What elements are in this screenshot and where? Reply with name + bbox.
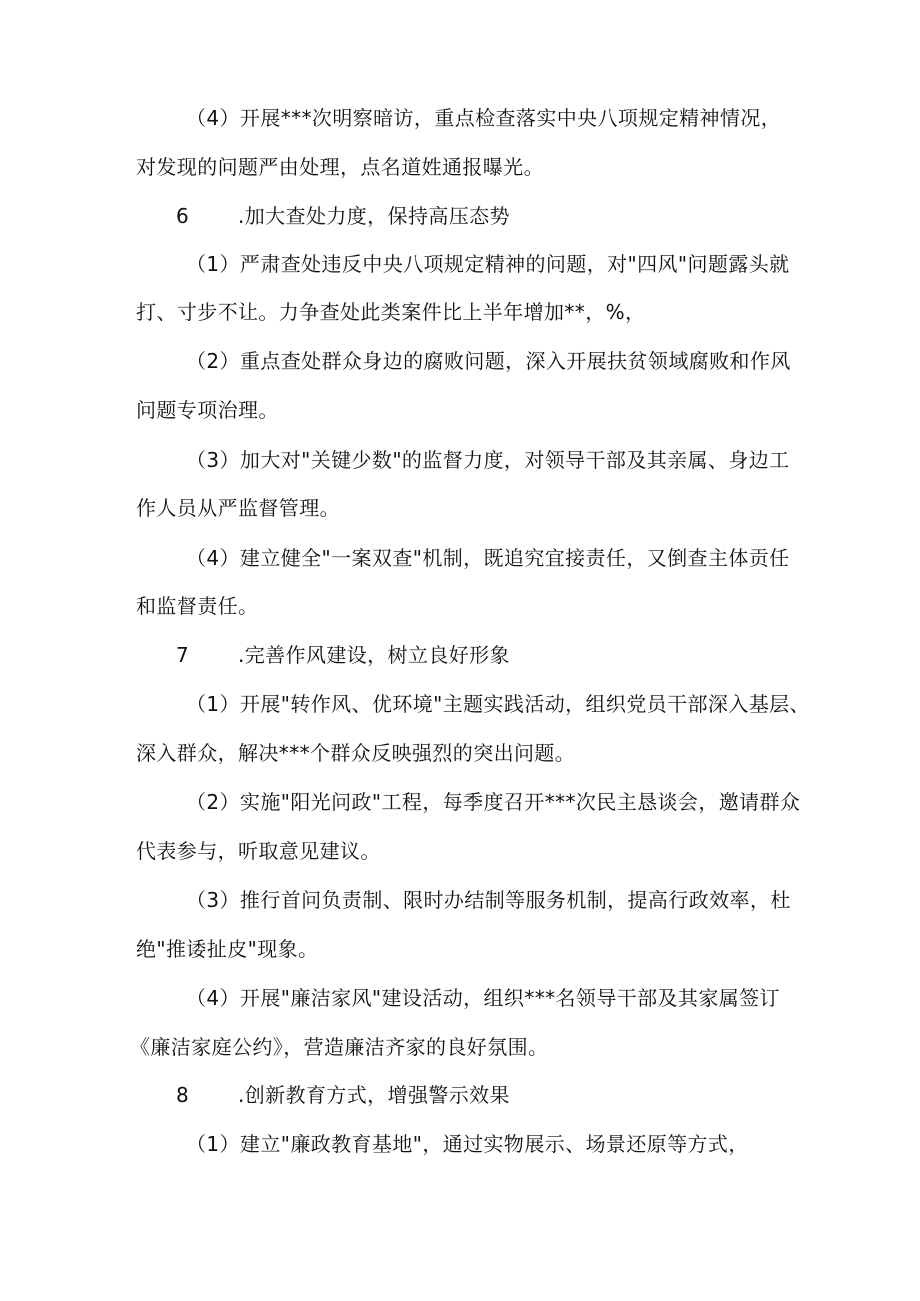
text-line: （4）建立健全"一案双查"机制，既追究宜接责任，又倒查主体贡任: [186, 546, 790, 570]
text-line: 作人员从严监督管理。: [136, 496, 340, 520]
text-line: （2）重点查处群众身边的腐败问题，深入开展扶贫领域腐败和作风: [186, 349, 791, 373]
text-line: （1）严肃查处违反中央八项规定精神的问题，对"四风"问题露头就: [186, 252, 790, 276]
text-line: 打、寸步不让。力争查处此类案件比上半年增加**，%，: [136, 300, 646, 324]
text-line: （4）开展"廉洁家风"建设活动，组织***名领导干部及其家属签订: [186, 986, 780, 1010]
section-title: .完善作风建设，树立良好形象: [238, 643, 510, 667]
section-title: .加大查处力度，保持高压态势: [238, 204, 510, 228]
text-line: 《廉洁家庭公约》，营造廉洁齐家的良好氛围。: [130, 1035, 549, 1059]
text-line: 问题专项治理。: [136, 398, 279, 422]
text-line: 和监督责任。: [136, 594, 259, 618]
text-line: （3）推行首问负责制、限时办结制等服务机制，提高行政效率，杜: [186, 888, 791, 912]
section-number: 8: [176, 1083, 190, 1107]
text-line: （1）建立"廉政教育基地"，通过实物展示、场景还原等方式，: [186, 1132, 749, 1156]
text-line: （1）开展"转作风、优环境"主题实践活动，组织党员干部深入基层、: [186, 692, 810, 716]
section-title: .创新教育方式，增强警示效果: [238, 1083, 510, 1107]
text-line: 代表参与，听取意见建议。: [136, 839, 381, 863]
text-line: 对发现的问题严由处理，点名道姓通报曝光。: [136, 155, 544, 179]
section-number: 7: [176, 643, 190, 667]
text-line: （2）实施"阳光问政"工程，每季度召开***次民主恳谈会，邀请群众: [186, 790, 801, 814]
text-line: （4）开展***次明察暗访，重点检查落实中央八项规定精神情况，: [186, 106, 782, 130]
text-line: （3）加大对"关键少数"的监督力度，对领导干部及其亲属、身边工: [186, 448, 790, 472]
text-line: 深入群众，解决***个群众反映强烈的突出问题。: [136, 741, 576, 765]
text-line: 绝"推诿扯皮"现象。: [136, 937, 319, 961]
section-number: 6: [176, 204, 190, 228]
